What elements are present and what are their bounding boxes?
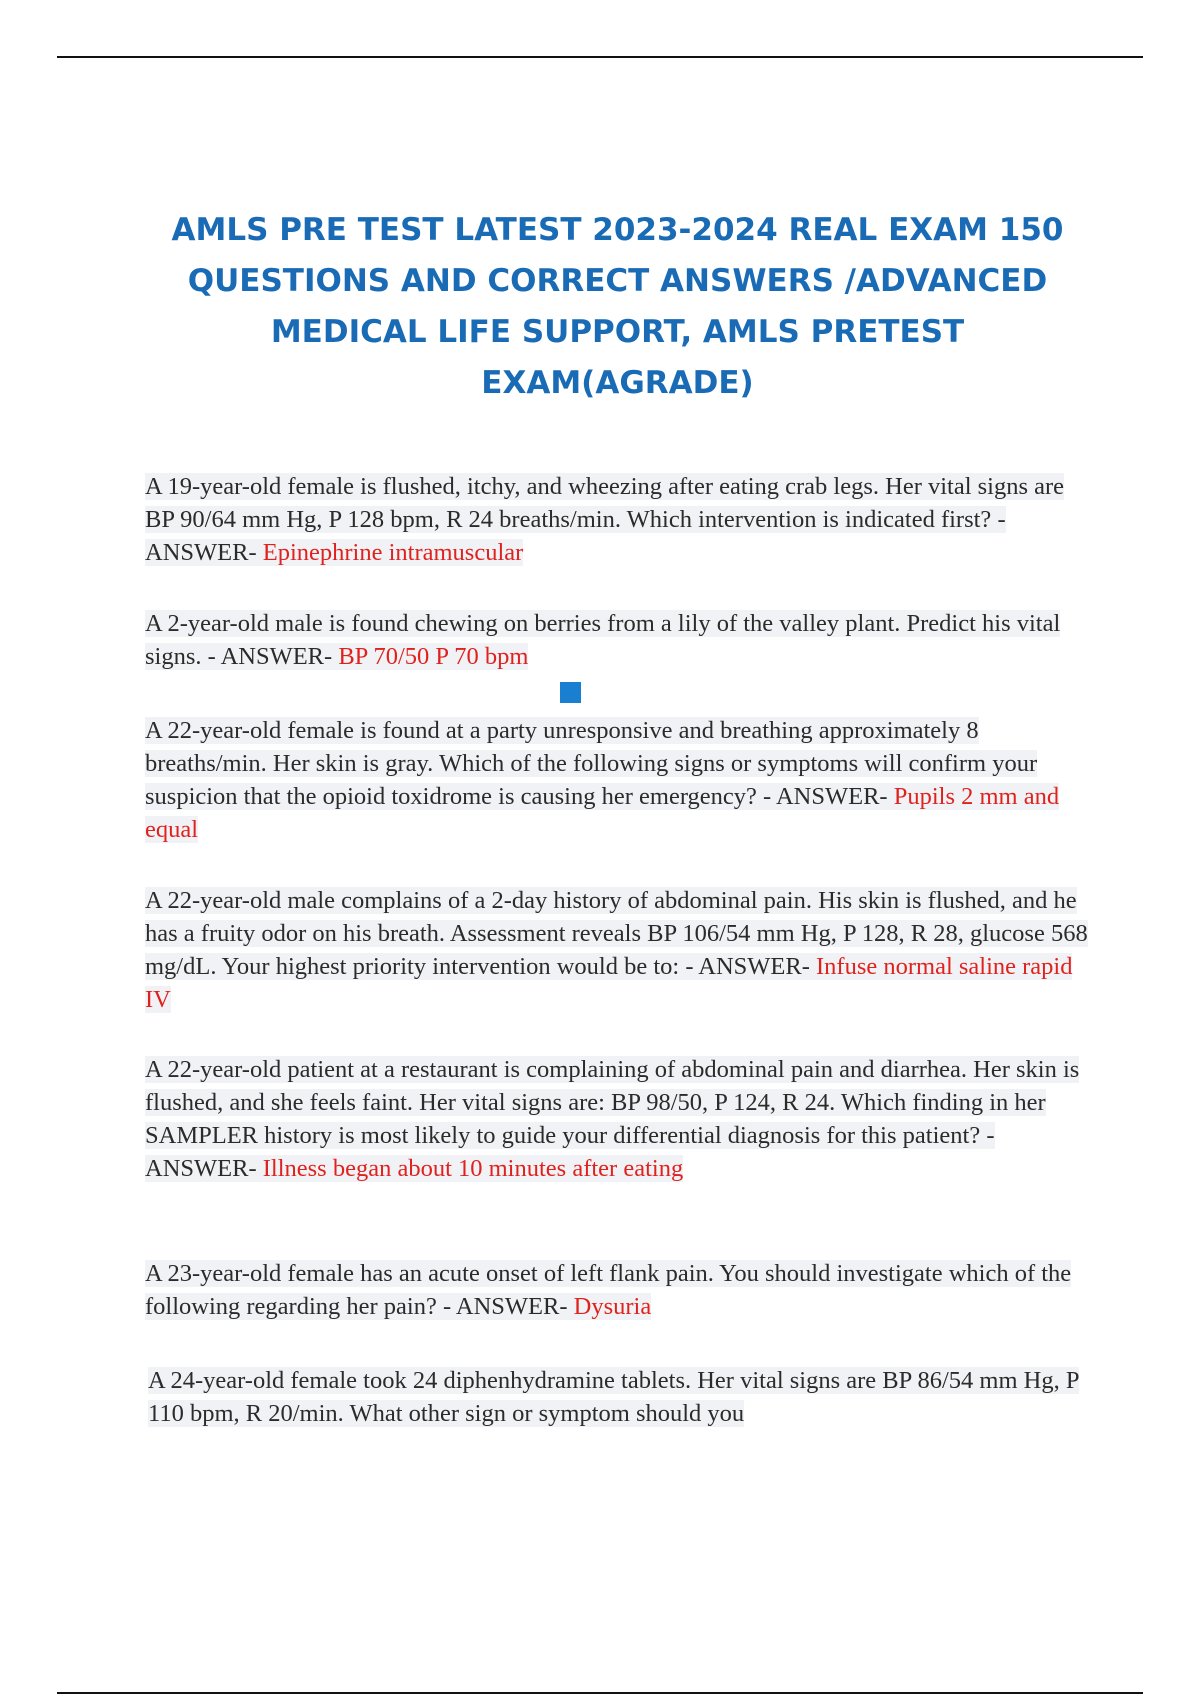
answer-text: Illness began about 10 minutes after eating bbox=[262, 1155, 684, 1182]
qa-item bbox=[145, 1257, 1090, 1323]
question-text: A 2-year-old male is found chewing on berries from a lily of the valley plant. Predict his vital signs. bbox=[145, 610, 1061, 670]
question-text: A 22-year-old male complains of a 2-day history of abdominal pain. His skin is flushed, and he has a fruity odor on his breath. Assessment reveals BP 106/54 mm Hg, P 128, R 28, glucose 568 mg/dL. Your highest priority intervention would be to: bbox=[145, 887, 1088, 980]
qa-item bbox=[148, 1364, 1093, 1430]
answer-text: Epinephrine intramuscular bbox=[262, 539, 524, 566]
answer-separator: - ANSWER- bbox=[145, 506, 1006, 566]
blue-square-marker bbox=[560, 682, 581, 703]
answer-text: BP 70/50 P 70 bpm bbox=[338, 643, 529, 670]
qa-item bbox=[145, 470, 1090, 569]
qa-item bbox=[145, 884, 1090, 1016]
qa-item bbox=[145, 714, 1090, 846]
answer-separator: - ANSWER- bbox=[201, 643, 339, 670]
answer-text: Infuse normal saline rapid IV bbox=[145, 953, 1073, 1013]
question-text: A 24-year-old female took 24 diphenhydramine tablets. Her vital signs are BP 86/54 mm Hg, P 110 bpm, R 20/min. What other sign or symptom should you bbox=[148, 1367, 1080, 1427]
qa-item bbox=[145, 607, 1090, 673]
answer-separator: - ANSWER- bbox=[436, 1293, 574, 1320]
answer-separator: - ANSWER- bbox=[679, 953, 816, 980]
answer-separator: - ANSWER- bbox=[145, 1122, 995, 1182]
qa-item bbox=[145, 1053, 1090, 1185]
question-text: A 22-year-old female is found at a party unresponsive and breathing approximately 8 breaths/min. Her skin is gray. Which of the following signs or symptoms will confirm your suspicion that the opioid toxidrome is causing her emergency? bbox=[145, 717, 1038, 810]
question-text: A 19-year-old female is flushed, itchy, and wheezing after eating crab legs. Her vital signs are BP 90/64 mm Hg, P 128 bpm, R 24 breaths/min. Which intervention is indicated first? bbox=[145, 473, 1065, 533]
answer-separator: - ANSWER- bbox=[756, 783, 894, 810]
question-text: A 22-year-old patient at a restaurant is complaining of abdominal pain and diarrhea. Her skin is flushed, and she feels faint. Her vital signs are: BP 98/50, P 124, R 24. Which finding in her SAMPLER history is most likely to guide your differential diagnosis for this patient? bbox=[145, 1056, 1080, 1149]
question-text: A 23-year-old female has an acute onset of left flank pain. You should investigate which of the following regarding her pain? bbox=[145, 1260, 1072, 1320]
answer-text: Dysuria bbox=[573, 1293, 652, 1320]
footer-rule bbox=[57, 1692, 1143, 1694]
document-title: AMLS PRE TEST LATEST 2023-2024 REAL EXAM 150 QUESTIONS AND CORRECT ANSWERS /ADVANCED MEDICAL LIFE SUPPORT, AMLS PRETEST EXAM(AGRADE) bbox=[171, 212, 1064, 401]
answer-text: Pupils 2 mm and equal bbox=[145, 783, 1060, 843]
header-rule bbox=[57, 56, 1143, 58]
